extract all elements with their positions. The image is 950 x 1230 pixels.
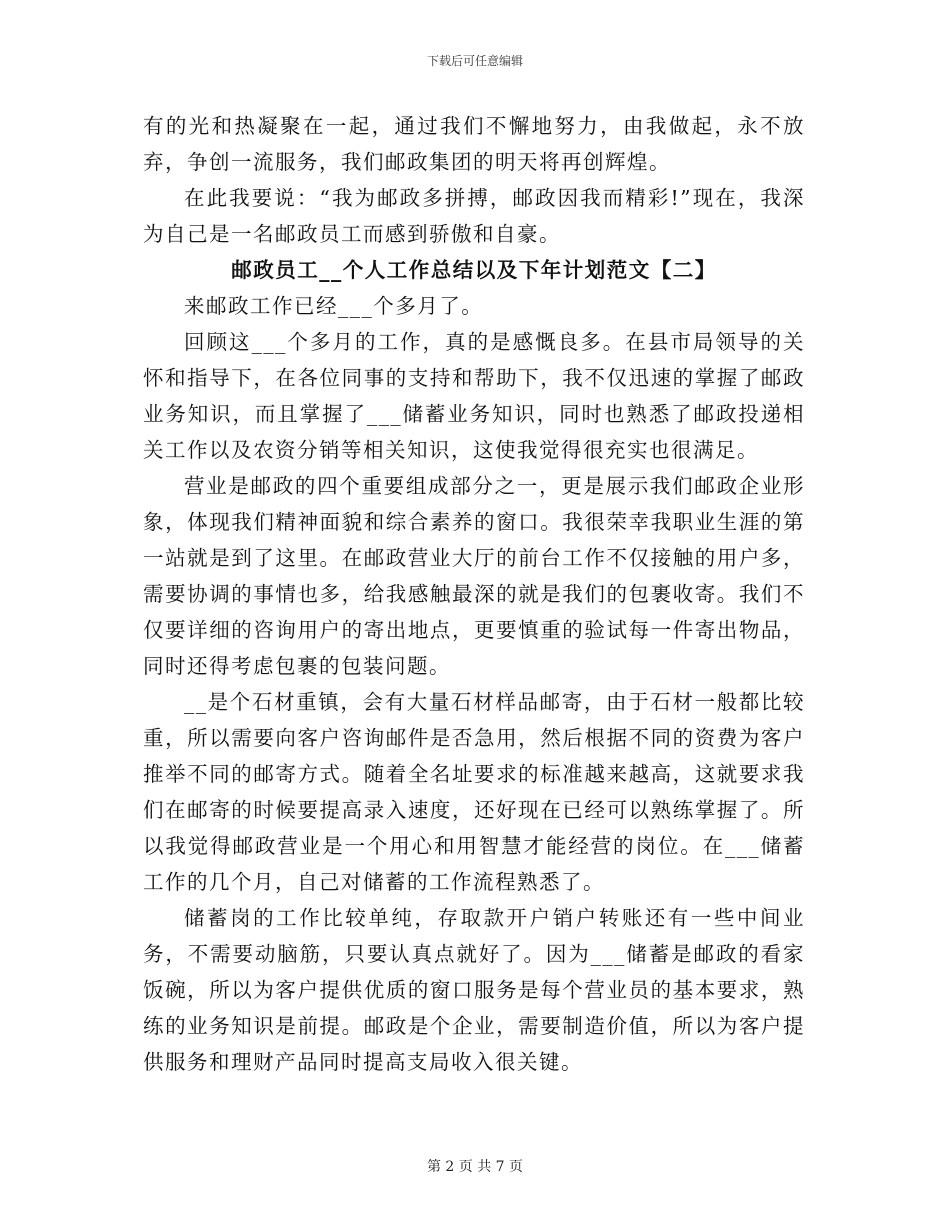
paragraph: 在此我要说：“我为邮政多拼搏，邮政因我而精彩!”现在，我深为自己是一名邮政员工而感到骄傲和自豪。 — [143, 186, 805, 246]
section-heading: 邮政员工__个人工作总结以及下年计划范文【二】 — [231, 258, 717, 282]
paragraph-continuation: 有的光和热凝聚在一起，通过我们不懈地努力，由我做起，永不放弃，争创一流服务，我们邮政集团的明天将再创辉煌。 — [143, 114, 805, 174]
paragraph: __是个石材重镇，会有大量石材样品邮寄，由于石材一般都比较重，所以需要向客户咨询邮件是否急用，然后根据不同的资费为客户推举不同的邮寄方式。随着全名址要求的标准越来越高，这就要求我们在邮寄的时候要提高录入速度，还好现在已经可以熟练掌握了。所以我觉得邮政营业是一个用心和用智慧才能经营的岗位。在___储蓄工作的几个月，自己对储蓄的工作流程熟悉了。 — [143, 690, 805, 894]
paragraph: 营业是邮政的四个重要组成部分之一，更是展示我们邮政企业形象，体现我们精神面貌和综合素养的窗口。我很荣幸我职业生涯的第一站就是到了这里。在邮政营业大厅的前台工作不仅接触的用户多，需要协调的事情也多，给我感触最深的就是我们的包裹收寄。我们不仅要详细的咨询用户的寄出地点，更要慎重的验试每一件寄出物品，同时还得考虑包裹的包装问题。 — [143, 474, 805, 678]
paragraph: 回顾这___个多月的工作，真的是感慨良多。在县市局领导的关怀和指导下，在各位同事的支持和帮助下，我不仅迅速的掌握了邮政业务知识，而且掌握了___储蓄业务知识，同时也熟悉了邮政投递相关工作以及农资分销等相关知识，这使我觉得很充实也很满足。 — [143, 330, 805, 462]
page-header: 下载后可任意编辑 — [426, 54, 523, 68]
paragraph: 储蓄岗的工作比较单纯，存取款开户销户转账还有一些中间业务，不需要动脑筋，只要认真点就好了。因为___储蓄是邮政的看家饭碗，所以为客户提供优质的窗口服务是每个营业员的基本要求，熟练的业务知识是前提。邮政是个企业，需要制造价值，所以为客户提供服务和理财产品同时提高支局收入很关键。 — [143, 906, 805, 1074]
document-body — [143, 108, 805, 1080]
paragraph: 来邮政工作已经___个多月了。 — [184, 294, 484, 318]
page-number: 第 2 页 共 7 页 — [426, 1159, 524, 1175]
